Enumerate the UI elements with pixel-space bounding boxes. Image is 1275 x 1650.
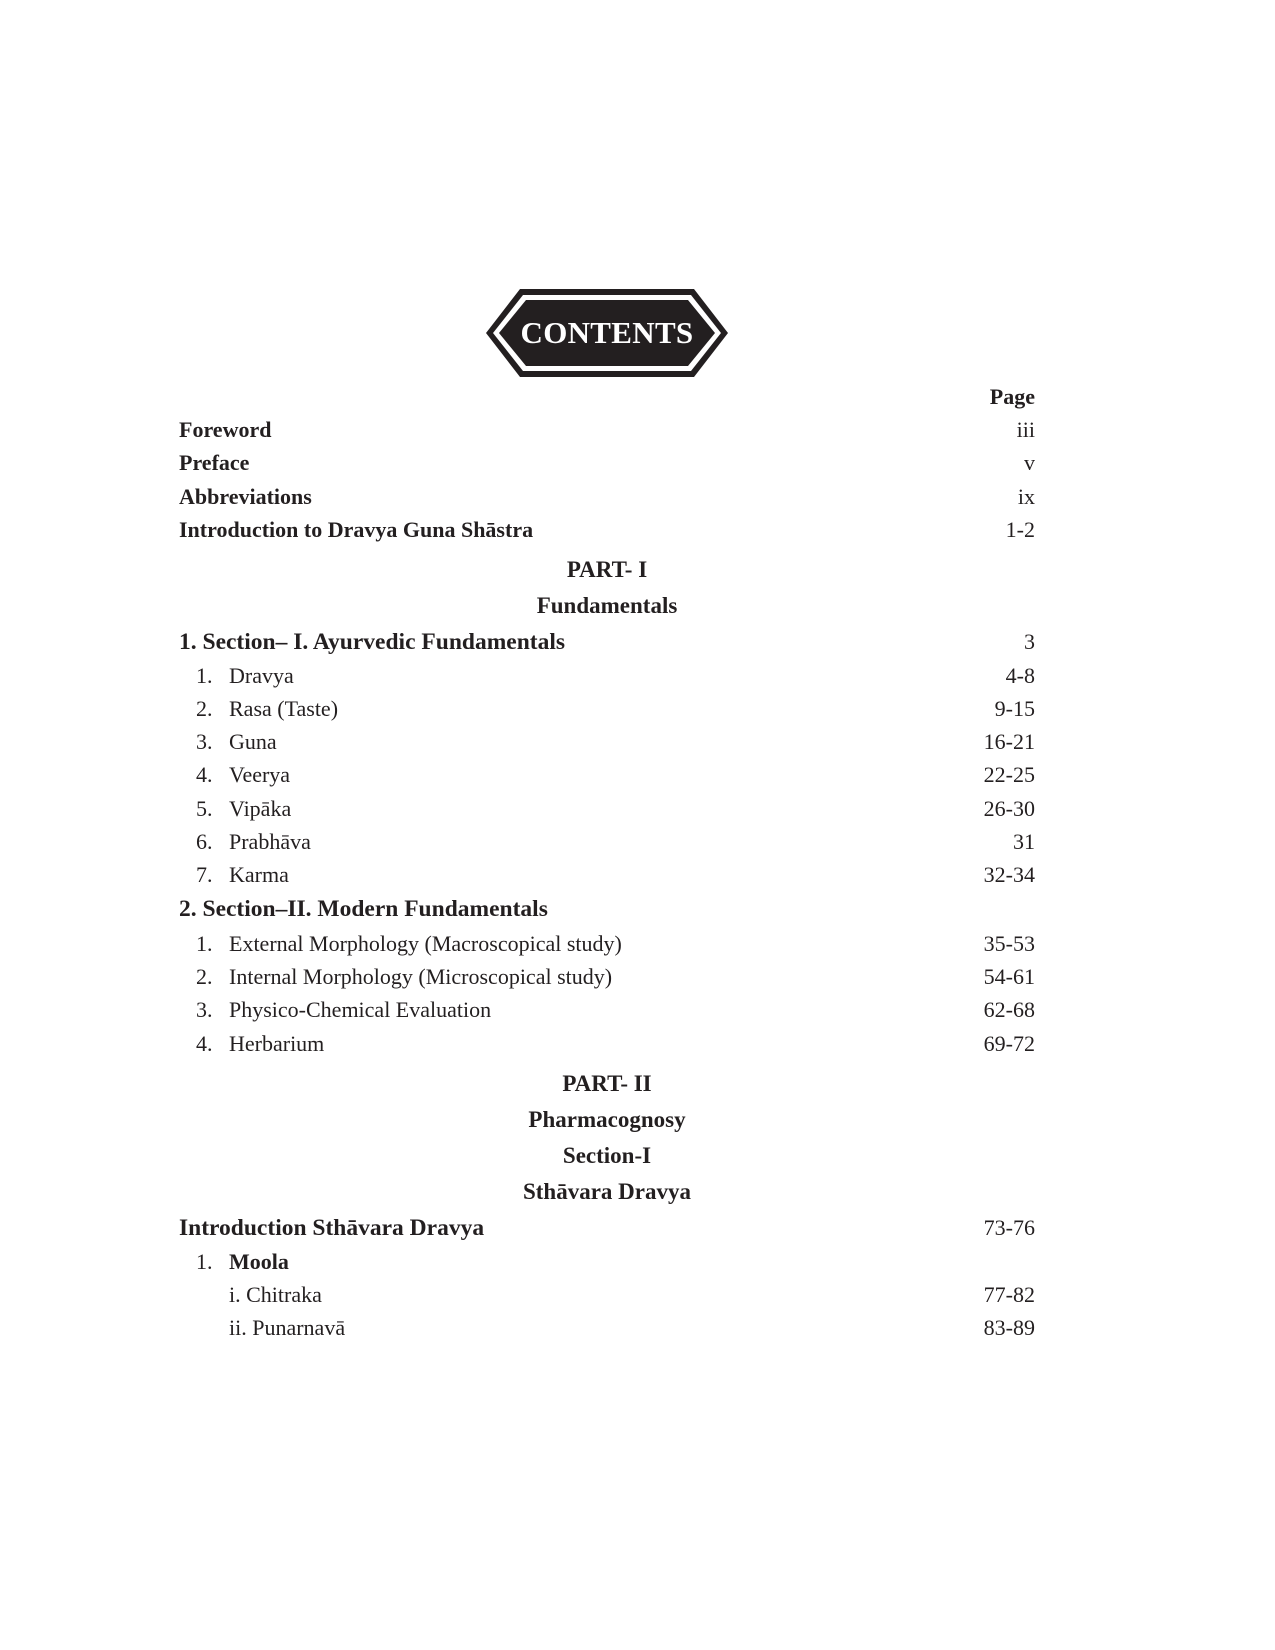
toc-section-intro-sthavara[interactable] — [179, 1210, 1035, 1245]
toc-entry-abbreviations[interactable] — [179, 480, 1035, 513]
entry-title: Prabhāva — [229, 829, 311, 855]
entry-title: Rasa (Taste) — [229, 695, 339, 721]
toc-entry-karma[interactable] — [179, 858, 1035, 891]
toc-entry-external-morphology[interactable] — [179, 927, 1035, 960]
entry-page: 1-2 — [1005, 517, 1035, 543]
entry-number: 4. — [196, 762, 213, 788]
toc-entry-herbarium[interactable] — [179, 1027, 1035, 1060]
entry-number: 4. — [196, 1030, 213, 1056]
entry-page: 54-61 — [983, 963, 1035, 989]
toc-entry-rasa[interactable] — [179, 692, 1035, 725]
entry-page: iii — [1016, 417, 1035, 442]
entry-number: 5. — [196, 795, 213, 821]
entry-page: 77-82 — [983, 1282, 1035, 1308]
entry-page: 31 — [1013, 829, 1035, 855]
entry-page: 16-21 — [983, 729, 1035, 755]
part-2-subtitle: Pharmacognosy — [528, 1106, 686, 1132]
entry-number: 2. — [196, 695, 213, 721]
entry-number: 3. — [196, 729, 213, 755]
contents-badge — [484, 287, 730, 379]
entry-title: Foreword — [179, 417, 272, 442]
entry-title: Preface — [179, 450, 250, 476]
entry-title: External Morphology (Macroscopical study) — [229, 930, 622, 956]
entry-page: 26-30 — [983, 795, 1035, 821]
entry-title: ii. Punarnavā — [229, 1315, 346, 1341]
entry-number: 1. — [196, 662, 213, 688]
section-page: 3 — [1024, 628, 1035, 654]
entry-number: 1. — [196, 930, 213, 956]
entry-number: 2. — [196, 963, 213, 989]
entry-title: Dravya — [229, 662, 294, 688]
table-of-contents — [179, 380, 1035, 1345]
entry-page: v — [1024, 450, 1035, 476]
toc-entry-punarnava[interactable] — [179, 1311, 1035, 1344]
toc-entry-foreword[interactable] — [179, 413, 1035, 446]
toc-section-modern-fundamentals[interactable] — [179, 892, 1035, 927]
entry-title: Physico-Chemical Evaluation — [229, 997, 492, 1023]
entry-page: 22-25 — [983, 762, 1035, 788]
part-2-section-label: Section-I — [562, 1142, 652, 1168]
toc-entry-preface[interactable] — [179, 446, 1035, 479]
toc-section-ayurvedic-fundamentals[interactable] — [179, 624, 1035, 659]
entry-page: 83-89 — [983, 1315, 1035, 1341]
contents-title: CONTENTS — [520, 315, 694, 350]
toc-entry-veerya[interactable] — [179, 758, 1035, 791]
entry-title: i. Chitraka — [229, 1282, 322, 1308]
section-title: Introduction Sthāvara Dravya — [179, 1214, 485, 1241]
entry-page: 32-34 — [983, 862, 1035, 888]
toc-entry-internal-morphology[interactable] — [179, 960, 1035, 993]
entry-page: ix — [1017, 483, 1035, 509]
entry-title: Introduction to Dravya Guna Shāstra — [179, 517, 534, 543]
entry-title: Veerya — [229, 762, 291, 788]
toc-entry-chitraka[interactable] — [179, 1278, 1035, 1311]
entry-page: 35-53 — [983, 930, 1035, 956]
toc-entry-dravya[interactable] — [179, 659, 1035, 692]
entry-title: Internal Morphology (Microscopical study) — [229, 963, 613, 989]
entry-title: Herbarium — [229, 1030, 325, 1056]
entry-number: 1. — [196, 1248, 213, 1274]
toc-entry-physico-chemical[interactable] — [179, 993, 1035, 1026]
page-column-header: Page — [989, 384, 1035, 409]
entry-number: 6. — [196, 829, 213, 855]
part-2-section-title: Sthāvara Dravya — [522, 1178, 692, 1204]
toc-entry-vipaka[interactable] — [179, 792, 1035, 825]
entry-title: Guna — [229, 729, 277, 755]
entry-page: 9-15 — [994, 695, 1035, 721]
entry-number: 3. — [196, 997, 213, 1023]
part-1-label: PART- I — [566, 556, 648, 582]
part-2-label: PART- II — [562, 1070, 652, 1096]
entry-title: Vipāka — [229, 795, 292, 821]
entry-page: 62-68 — [983, 997, 1035, 1023]
toc-group-moola[interactable] — [179, 1245, 1035, 1278]
group-title: Moola — [229, 1248, 289, 1274]
entry-title: Karma — [229, 862, 289, 888]
toc-entry-guna[interactable] — [179, 725, 1035, 758]
entry-number: 7. — [196, 862, 213, 888]
entry-page: 69-72 — [983, 1030, 1035, 1056]
toc-entry-introduction[interactable] — [179, 513, 1035, 546]
section-title: 2. Section–II. Modern Fundamentals — [179, 895, 548, 922]
toc-entry-prabhava[interactable] — [179, 825, 1035, 858]
section-title: 1. Section– I. Ayurvedic Fundamentals — [179, 628, 566, 655]
entry-page: 4-8 — [1005, 662, 1035, 688]
section-page: 73-76 — [983, 1214, 1035, 1240]
part-1-subtitle: Fundamentals — [536, 592, 678, 618]
entry-title: Abbreviations — [179, 483, 312, 509]
